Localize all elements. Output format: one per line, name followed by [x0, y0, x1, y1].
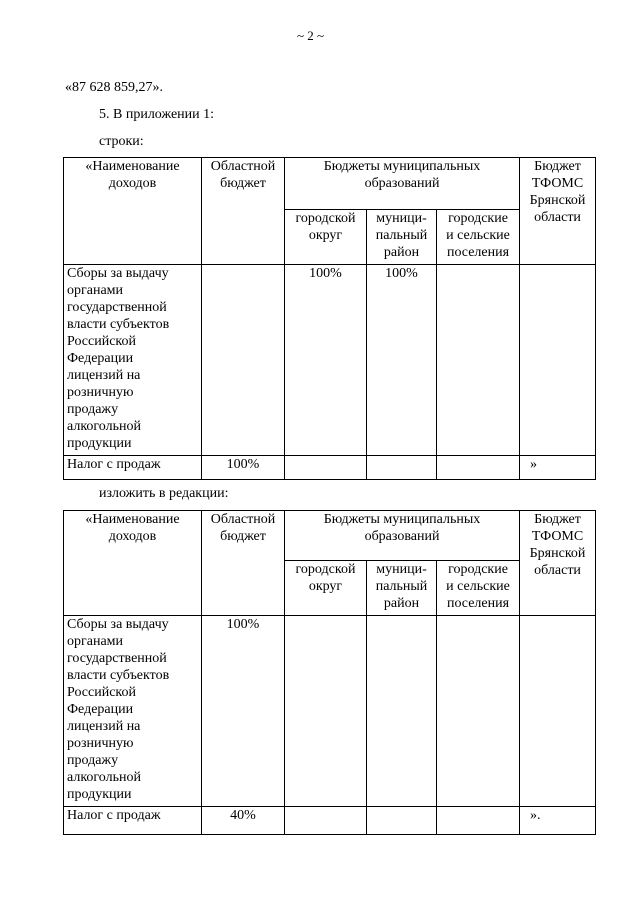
cell-settlements [437, 265, 520, 456]
table-row [64, 456, 596, 480]
cell-regional: 100% [202, 456, 285, 480]
cell-name: Налог с продаж [64, 456, 202, 480]
amount-line: «87 628 859,27». [65, 80, 163, 95]
header-tfoms-budget: Бюджет ТФОМС Брянской области [520, 511, 596, 616]
header-municipal-budgets: Бюджеты муниципальных образований [285, 158, 520, 210]
page-number: ~ 2 ~ [297, 28, 325, 43]
header-settlements: городские и сельские поселения [437, 561, 520, 616]
cell-municipal-district [367, 616, 437, 807]
income-table-new [63, 510, 596, 835]
cell-settlements [437, 616, 520, 807]
header-regional-budget: Областной бюджет [202, 511, 285, 616]
header-name: «Наименование доходов [64, 158, 202, 265]
header-city-district: городской округ [285, 210, 367, 265]
cell-tfoms: ». [520, 807, 596, 835]
cell-city-district [285, 807, 367, 835]
cell-municipal-district [367, 456, 437, 480]
cell-regional: 40% [202, 807, 285, 835]
cell-city-district: 100% [285, 265, 367, 456]
cell-regional [202, 265, 285, 456]
table-row [64, 265, 596, 456]
income-table-old [63, 157, 596, 480]
replace-label: изложить в редакции: [99, 486, 229, 501]
cell-settlements [437, 456, 520, 480]
header-municipal-budgets: Бюджеты муниципальных образований [285, 511, 520, 561]
header-settlements: городские и сельские поселения [437, 210, 520, 265]
cell-tfoms [520, 616, 596, 807]
header-municipal-district: муници- пальный район [367, 561, 437, 616]
item-heading: 5. В приложении 1: [99, 107, 215, 122]
header-municipal-district: муници- пальный район [367, 210, 437, 265]
cell-tfoms [520, 265, 596, 456]
cell-settlements [437, 807, 520, 835]
header-city-district: городской округ [285, 561, 367, 616]
header-regional-budget: Областной бюджет [202, 158, 285, 265]
rows-label: строки: [99, 134, 144, 149]
cell-city-district [285, 456, 367, 480]
cell-municipal-district [367, 807, 437, 835]
cell-regional: 100% [202, 616, 285, 807]
header-tfoms-budget: Бюджет ТФОМС Брянской области [520, 158, 596, 265]
table-row [64, 807, 596, 835]
table-row [64, 616, 596, 807]
cell-name: Сборы за выдачу органами государственной власти субъектов Российской Федерации лицензий на розничную продажу алкогольной продукции [64, 616, 202, 807]
cell-tfoms: » [520, 456, 596, 480]
cell-name: Налог с продаж [64, 807, 202, 835]
cell-city-district [285, 616, 367, 807]
cell-municipal-district: 100% [367, 265, 437, 456]
cell-name: Сборы за выдачу органами государственной власти субъектов Российской Федерации лицензий на розничную продажу алкогольной продукции [64, 265, 202, 456]
header-name: «Наименование доходов [64, 511, 202, 616]
